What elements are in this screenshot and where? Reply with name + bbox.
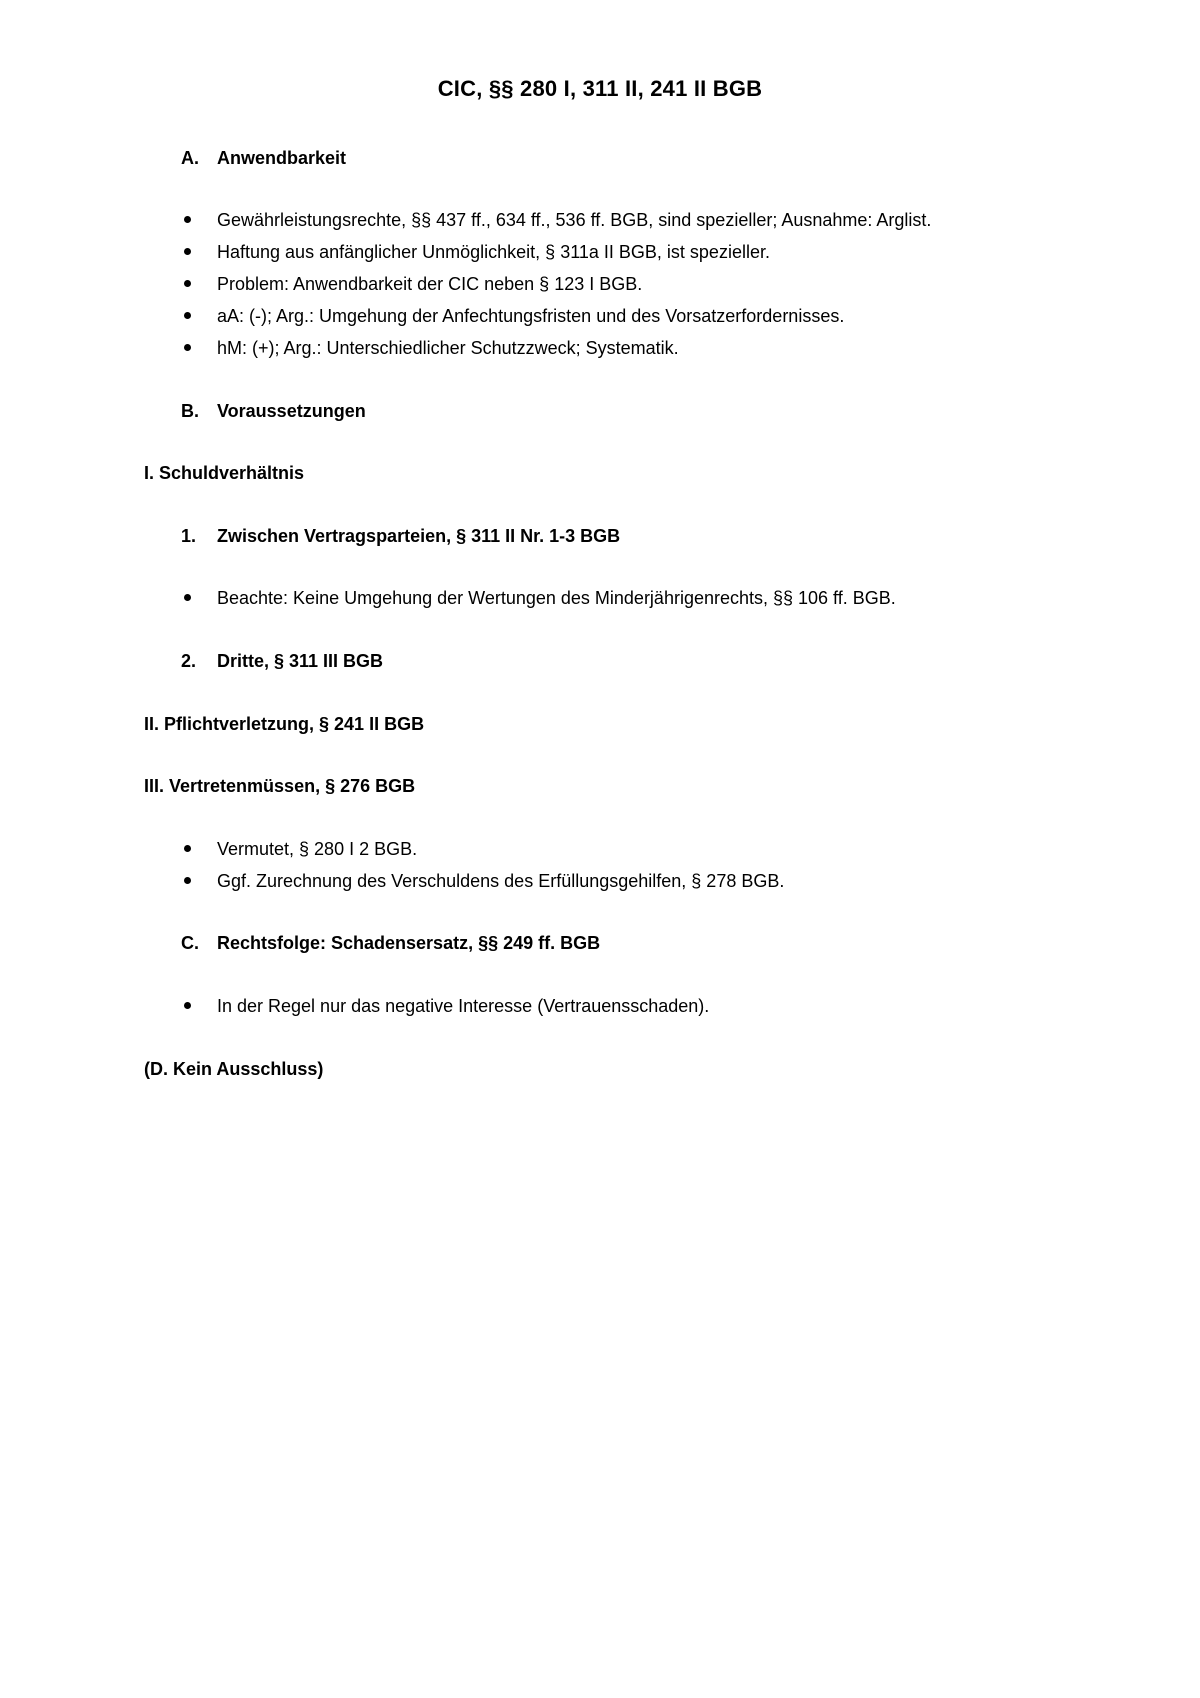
bullet-icon: [184, 594, 191, 601]
item-2-heading: Dritte, § 311 III BGB: [217, 651, 384, 671]
bullet-icon: [184, 344, 191, 351]
item-1-bullet-1: Beachte: Keine Umgehung der Wertungen des Minderjährigenrechts, §§ 106 ff. BGB.: [217, 588, 896, 608]
part-3-heading: III. Vertretenmüssen, § 276 BGB: [144, 776, 416, 796]
section-c-bullet-1: In der Regel nur das negative Interesse (Vertrauensschaden).: [217, 996, 710, 1016]
section-c-marker: C.: [181, 933, 199, 953]
bullet-icon: [184, 845, 191, 852]
item-2-marker: 2.: [181, 651, 197, 671]
section-c-heading: Rechtsfolge: Schadensersatz, §§ 249 ff. BGB: [217, 933, 601, 953]
bullet-icon: [184, 216, 191, 223]
section-a-marker: A.: [181, 148, 199, 168]
bullet-icon: [184, 312, 191, 319]
section-a-bullet-2: Haftung aus anfänglicher Unmöglichkeit, § 311a II BGB, ist spezieller.: [217, 242, 770, 262]
section-a-bullet-1: Gewährleistungsrechte, §§ 437 ff., 634 ff., 536 ff. BGB, sind spezieller; Ausnahme: Arglist.: [217, 210, 932, 230]
section-a-heading: Anwendbarkeit: [217, 148, 347, 168]
section-b-heading: Voraussetzungen: [217, 401, 366, 421]
bullet-icon: [184, 280, 191, 287]
part-3-bullet-2: Ggf. Zurechnung des Verschuldens des Erfüllungsgehilfen, § 278 BGB.: [217, 871, 785, 891]
section-d-heading: (D. Kein Ausschluss): [144, 1059, 324, 1079]
document-title: CIC, §§ 280 I, 311 II, 241 II BGB: [437, 76, 763, 101]
bullet-icon: [184, 248, 191, 255]
section-a-bullet-3: Problem: Anwendbarkeit der CIC neben § 123 I BGB.: [217, 274, 643, 294]
section-a-bullet-5: hM: (+); Arg.: Unterschiedlicher Schutzzweck; Systematik.: [217, 338, 679, 358]
section-a-bullet-4: aA: (-); Arg.: Umgehung der Anfechtungsfristen und des Vorsatzerfordernisses.: [217, 306, 845, 326]
part-3-bullet-1: Vermutet, § 280 I 2 BGB.: [217, 839, 418, 859]
item-1-marker: 1.: [181, 526, 197, 546]
bullet-icon: [184, 1002, 191, 1009]
part-2-heading: II. Pflichtverletzung, § 241 II BGB: [144, 714, 425, 734]
part-1-heading: I. Schuldverhältnis: [144, 463, 305, 483]
bullet-icon: [184, 877, 191, 884]
section-b-marker: B.: [181, 401, 199, 421]
item-1-heading: Zwischen Vertragsparteien, § 311 II Nr. 1-3 BGB: [217, 526, 621, 546]
